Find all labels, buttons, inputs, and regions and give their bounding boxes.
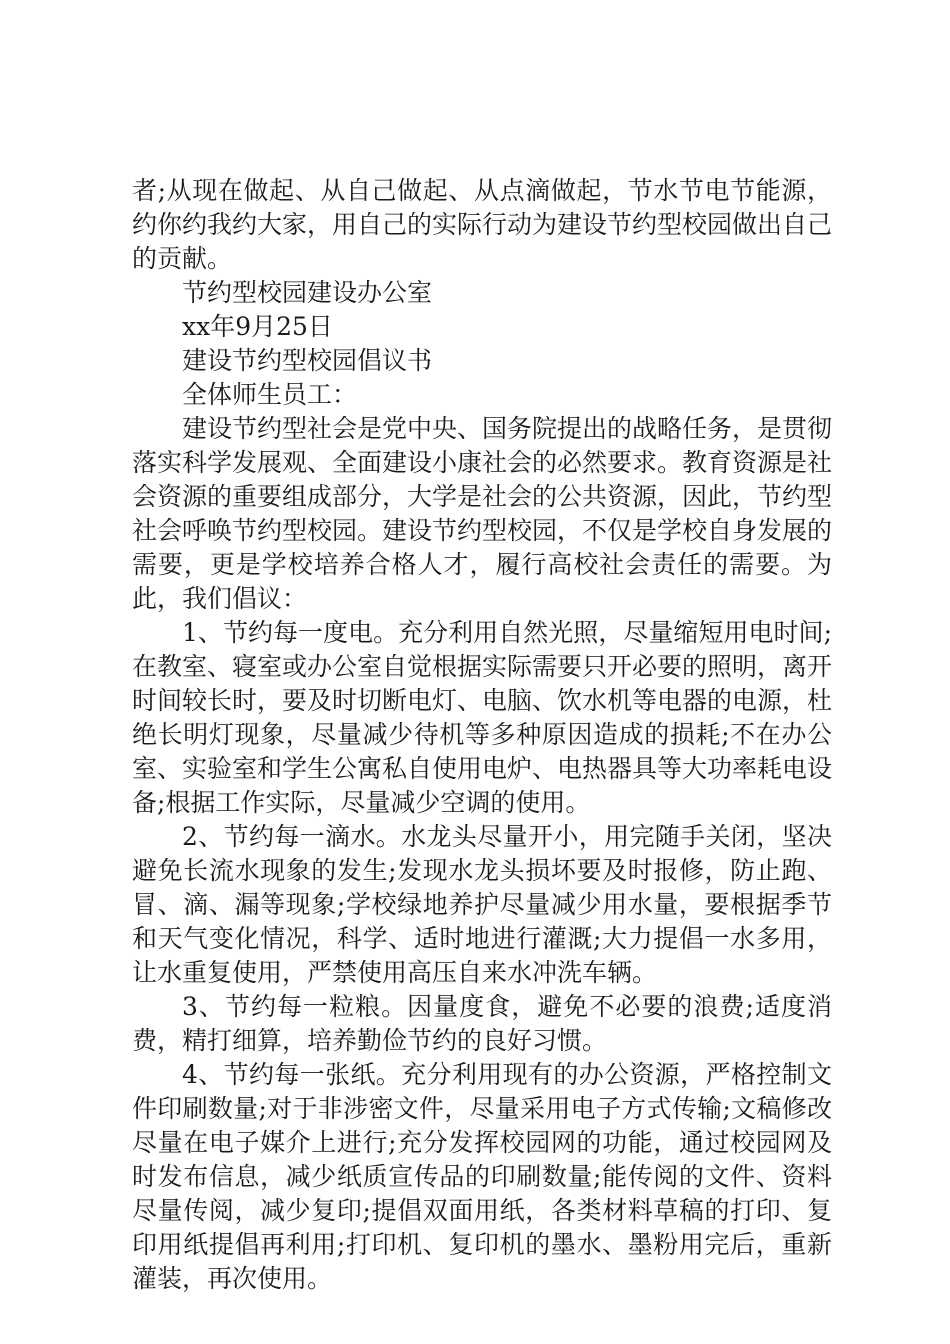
document-body [132, 174, 832, 1296]
paragraph-item-electricity: 1、节约每一度电。充分利用自然光照，尽量缩短用电时间;在教室、寝室或办公室自觉根据实际需要只开必要的照明，离开时间较长时，要及时切断电灯、电脑、饮水机等电器的电源，杜绝长明灯现象，尽量减少待机等多种原因造成的损耗;不在办公室、实验室和学生公寓私自使用电炉、电热器具等大功率耗电设备;根据工作实际，尽量减少空调的使用。 [132, 618, 833, 817]
paragraph-intro: 建设节约型社会是党中央、国务院提出的战略任务，是贯彻落实科学发展观、全面建设小康社会的必然要求。教育资源是社会资源的重要组成部分，大学是社会的公共资源，因此，节约型社会呼唤节约型校园。建设节约型校园，不仅是学校自身发展的需要，更是学校培养合格人才，履行高校社会责任的需要。为此，我们倡议： [132, 414, 833, 613]
paragraph-item-water: 2、节约每一滴水。水龙头尽量开小，用完随手关闭，坚决避免长流水现象的发生;发现水龙头损坏要及时报修，防止跑、冒、滴、漏等现象;学校绿地养护尽量减少用水量，要根据季节和天气变化情况，科学、适时地进行灌溉;大力提倡一水多用，让水重复使用，严禁使用高压自来水冲洗车辆。 [132, 822, 832, 987]
paragraph-item-paper: 4、节约每一张纸。充分利用现有的办公资源，严格控制文件印刷数量;对于非涉密文件，尽量采用电子方式传输;文稿修改尽量在电子媒介上进行;充分发挥校园网的功能，通过校园网及时发布信息，减少纸质宣传品的印刷数量;能传阅的文件、资料尽量传阅，减少复印;提倡双面用纸，各类材料草稿的打印、复印用纸提倡再利用;打印机、复印机的墨水、墨粉用完后，重新灌装，再次使用。 [132, 1060, 832, 1293]
signature-date: xx年9月25日 [182, 312, 333, 341]
paragraph-continuation: 者;从现在做起、从自己做起、从点滴做起，节水节电节能源，约你约我约大家，用自己的实际行动为建设节约型校园做出自己的贡献。 [132, 176, 833, 273]
document-title: 建设节约型校园倡议书 [182, 346, 433, 375]
signature-office: 节约型校园建设办公室 [182, 278, 433, 307]
salutation: 全体师生员工： [182, 380, 358, 409]
paragraph-item-food: 3、节约每一粒粮。因量度食，避免不必要的浪费;适度消费，精打细算，培养勤俭节约的良好习惯。 [132, 992, 832, 1055]
